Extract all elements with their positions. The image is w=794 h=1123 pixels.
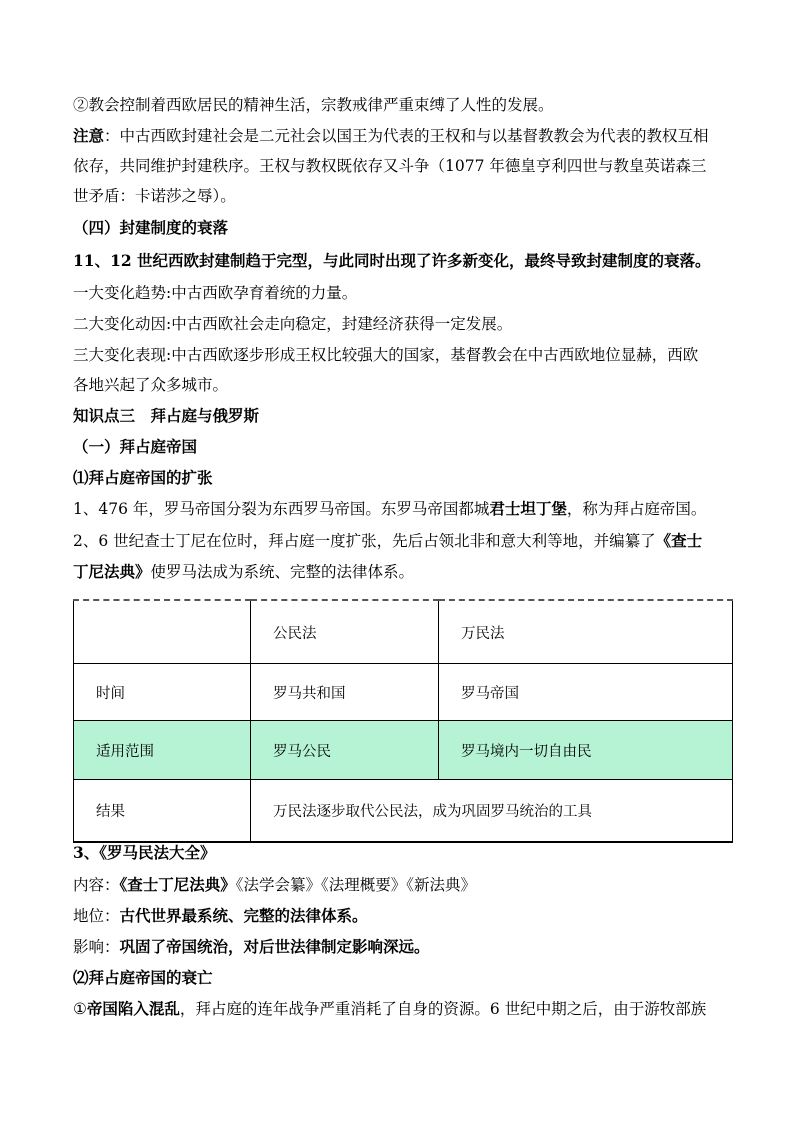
status-label: 地位： bbox=[73, 907, 120, 925]
paragraph-2-part-d: 使罗马法成为系统、完整的法律体系。 bbox=[150, 563, 415, 581]
table-cell: 罗马帝国 bbox=[439, 664, 733, 721]
paragraph-2-line-1 bbox=[73, 530, 733, 552]
table-header-row bbox=[74, 600, 733, 664]
paragraph-1-part-c: ，称为拜占庭帝国。 bbox=[566, 500, 707, 518]
table-cell: 结果 bbox=[74, 780, 251, 843]
table-cell-merged: 万民法逐步取代公民法，成为巩固罗马统治的工具 bbox=[251, 780, 733, 843]
content-line bbox=[73, 874, 733, 896]
note-line-1 bbox=[73, 125, 733, 147]
expansion-title: ⑴拜占庭帝国的扩张 bbox=[73, 468, 213, 487]
status-line bbox=[73, 905, 733, 927]
corpus-juris-title: 3、《罗马民法大全》 bbox=[73, 843, 216, 862]
table-header-cell bbox=[74, 600, 251, 664]
paragraph-2-part-a: 2、6 世纪查士丁尼在位时，拜占庭一度扩张，先后占领北非和意大利等地，并编纂了 bbox=[73, 532, 656, 550]
change-1: 一大变化趋势:中古西欧孕育着统的力量。 bbox=[73, 284, 358, 302]
table-cell: 时间 bbox=[74, 664, 251, 721]
justinian-code-part-2: 丁尼法典》 bbox=[73, 562, 151, 581]
other-codes: 《法学会纂》《法理概要》《新法典》 bbox=[235, 876, 477, 894]
table-row bbox=[74, 664, 733, 721]
table-row bbox=[74, 780, 733, 843]
fall-chaos: 帝国陷入混乱 bbox=[86, 999, 180, 1018]
subsection-1-title: （一）拜占庭帝国 bbox=[73, 437, 198, 456]
table-header-cell: 公民法 bbox=[251, 600, 439, 664]
note-colon: ： bbox=[104, 127, 120, 145]
paragraph-2-line-2 bbox=[73, 561, 733, 583]
change-3-line-2: 各地兴起了众多城市。 bbox=[73, 376, 229, 394]
note-line-2: 依存，共同维护封建秩序。王权与教权既依存又斗争（1077 年德皇亨利四世与教皇英诺森三 bbox=[73, 157, 707, 175]
note-label: 注意 bbox=[73, 126, 105, 145]
section-4-title: （四）封建制度的衰落 bbox=[73, 218, 229, 237]
justinian-code-part-1: 《查士 bbox=[655, 531, 703, 550]
status-text: 古代世界最系统、完整的法律体系。 bbox=[119, 906, 368, 925]
influence-text: 巩固了帝国统治，对后世法律制定影响深远。 bbox=[119, 937, 430, 956]
paragraph-church-control: ②教会控制着西欧居民的精神生活，宗教戒律严重束缚了人性的发展。 bbox=[73, 96, 554, 114]
influence-label: 影响： bbox=[73, 938, 120, 956]
decline-heading: 11、12 世纪西欧封建制趋于完型，与此同时出现了许多新变化，最终导致封建制度的衰落。 bbox=[73, 251, 711, 270]
table-cell: 罗马境内一切自由民 bbox=[439, 721, 733, 780]
fall-text: ，拜占庭的连年战争严重消耗了自身的资源。6 世纪中期之后，由于游牧部族 bbox=[179, 1000, 707, 1018]
fall-title: ⑵拜占庭帝国的衰亡 bbox=[73, 968, 213, 987]
table-cell: 适用范围 bbox=[74, 721, 251, 780]
change-3-line-1: 三大变化表现:中古西欧逐步形成王权比较强大的国家，基督教会在中古西欧地位显赫，西欧 bbox=[73, 346, 699, 364]
note-line-3: 世矛盾：卡诺莎之辱）。 bbox=[73, 187, 236, 205]
table-row-highlighted bbox=[74, 721, 733, 780]
justinian-code: 《查士丁尼法典》 bbox=[119, 875, 236, 894]
constantinople: 君士坦丁堡 bbox=[489, 499, 567, 518]
paragraph-1 bbox=[73, 498, 733, 520]
table-cell: 罗马共和国 bbox=[251, 664, 439, 721]
fall-paragraph bbox=[73, 998, 733, 1020]
fall-marker: ① bbox=[73, 1000, 87, 1018]
law-comparison-table bbox=[73, 599, 733, 843]
table-cell: 罗马公民 bbox=[251, 721, 439, 780]
table-header-cell: 万民法 bbox=[439, 600, 733, 664]
change-2: 二大变化动因:中古西欧社会走向稳定，封建经济获得一定发展。 bbox=[73, 315, 513, 333]
note-text-1: 中古西欧封建社会是二元社会以国王为代表的王权和与以基督教教会为代表的教权互相 bbox=[119, 127, 709, 145]
content-label: 内容： bbox=[73, 876, 120, 894]
knowledge-point-3-title: 知识点三 拜占庭与俄罗斯 bbox=[73, 406, 260, 425]
influence-line bbox=[73, 936, 733, 958]
paragraph-1-part-a: 1、476 年，罗马帝国分裂为东西罗马帝国。东罗马帝国都城 bbox=[73, 500, 490, 518]
